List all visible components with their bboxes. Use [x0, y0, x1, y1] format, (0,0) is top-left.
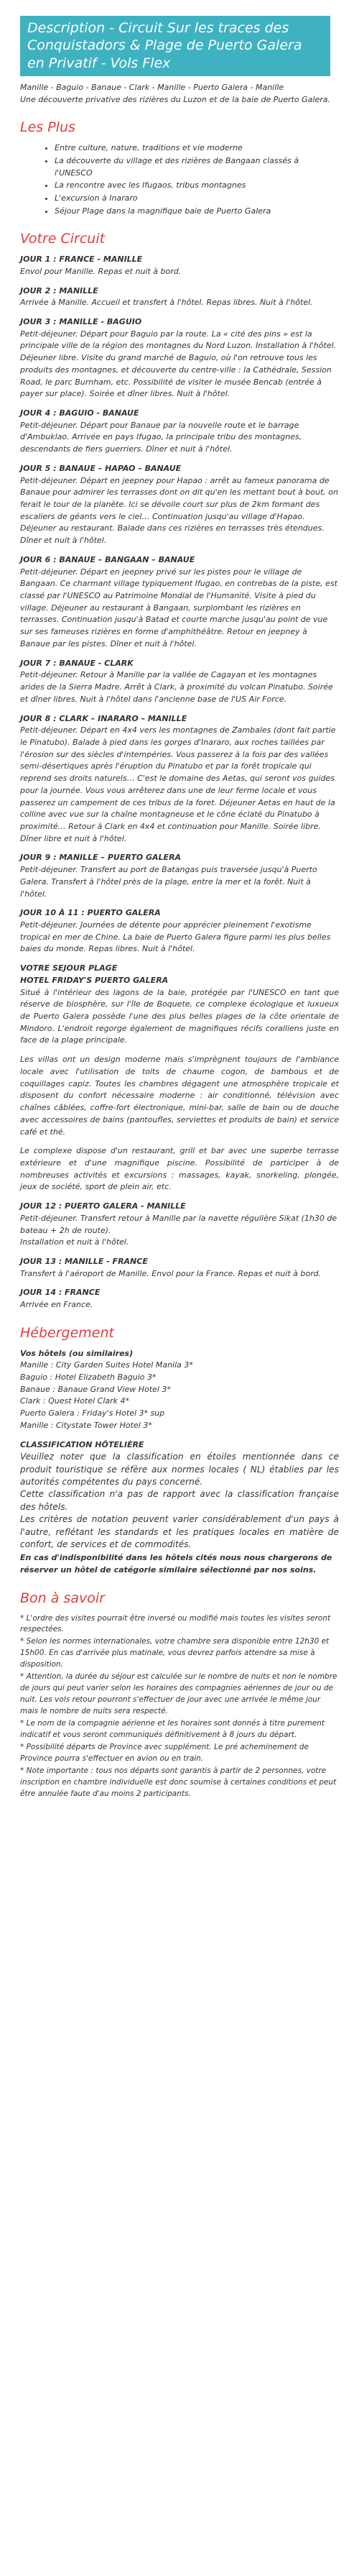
- day-title: JOUR 1 : FRANCE - MANILLE: [20, 255, 143, 265]
- day-title: JOUR 6 : BANAUE – BANGAAN – BANAUE: [20, 554, 195, 564]
- classification-text: Les critères de notation peuvent varier considérablement d'un pays à l'autre, reflétant les standards et les pratiques locales en matière de confort, de services et de commodités.: [20, 1514, 339, 1550]
- day-text: Petit-déjeuner. Retour à Manille par la vallée de Cagayan et les montagnes arides de la Sierra Madre. Arrêt à Clark, à proximité du volcan Pinatubo. Soirée et dîner libres. Nuit à l'hôtel dans l'ancienne base de l'US Air Force.: [20, 670, 333, 704]
- note-item: * L'ordre des visites pourrait être inversé ou modifié mais toutes les visites seront respectées.: [20, 1613, 331, 1634]
- day-title: JOUR 9 : MANILLE – PUERTO GALERA: [20, 853, 182, 863]
- section-heading-circuit: Votre Circuit: [20, 231, 106, 247]
- day-text: Arrivée à Manille. Accueil et transfert à l'hôtel. Repas libres. Nuit à l'hôtel.: [20, 298, 313, 308]
- hotel-item: Manille : Citystate Tower Hotel 3*: [20, 1420, 152, 1430]
- subtitle: [20, 82, 339, 106]
- day-block: [20, 554, 339, 651]
- plus-list: [20, 142, 339, 217]
- day-text: Petit-déjeuner. Journées de détente pour apprécier pleinement l'exotisme tropical en mer de Chine. La baie de Puerto Galera figure parmi les plus belles baies du monde. Repas libres. Nuit à l'hôtel.: [20, 920, 331, 954]
- plus-item: • La découverte du village et des rizières de Bangaan classés à l'UNESCO: [55, 155, 339, 179]
- stay-hotel-name: HOTEL FRIDAY'S PUERTO GALERA: [20, 975, 169, 985]
- day-block: [20, 907, 339, 955]
- stay-paragraph: Les villas ont un design moderne mais s'imprègnent toujours de l'ambiance locale avec l'utilisation de toits de chaume cogon, de bambous et de coquillages capiz. Toutes les chambres dégagent une atmosphère tropicale et disposent du confort nécessaire moderne : air conditionné, télévision avec chaînes câblées, coffre-fort électronique, mini-bar, salle de bain ou de douche avec accessoires de bains (pantoufles, serviettes et produits de bain) et service café et thé.: [20, 1055, 339, 1137]
- classification-text: Cette classification n'a pas de rapport avec la classification française des hôtels.: [20, 1489, 339, 1512]
- day-text: Petit-déjeuner. Départ en jeepney pour Hapao : arrêt au fameux panorama de Banaue pour admirer les terrasses dont on dit qu'en les mettant bout à bout, on ferait le tour de la planète. Ici se dévoile court sur plus de 2km formant des escaliers de géants vers le ciel… Continuation jusqu'au village d'Hapao. Déjeuner au restaurant. Balade dans ces rizières en terrasses très étendues. Dîner et nuit à l'hôtel.: [20, 475, 338, 546]
- hotel-item: Clark : Quest Hotel Clark 4*: [20, 1396, 130, 1406]
- plus-item: • Entre culture, nature, traditions et vie moderne: [55, 142, 339, 155]
- hotel-item: Baguio : Hotel Elizabeth Baguio 3*: [20, 1372, 157, 1382]
- section-heading-plus: Les Plus: [20, 119, 75, 136]
- itinerary-end: [20, 1201, 339, 1311]
- day-text: Arrivée en France.: [20, 1300, 93, 1310]
- day-block: [20, 408, 339, 456]
- day-title: JOUR 3 : MANILLE - BAGUIO: [20, 316, 142, 326]
- day-title: JOUR 5 : BANAUE – HAPAO – BANAUE: [20, 463, 182, 473]
- plus-item: • Séjour Plage dans la magnifique baie de Puerto Galera: [55, 206, 339, 218]
- note-item: * Le nom de la compagnie aérienne et les horaires sont donnés à titre purement indicatif et vous seront communiqués définitivement à 8 jours du départ.: [20, 1719, 325, 1740]
- note-item: * Selon les normes internationales, votre chambre sera disponible entre 12h30 et 15h00. En cas d'arrivée plus matinale, vous devrez parfois attendre sa mise à disposition.: [20, 1637, 330, 1669]
- classification-title: CLASSIFICATION HÔTELIÈRE: [20, 1439, 144, 1449]
- day-title: JOUR 2 : MANILLE: [20, 285, 98, 295]
- day-text: Petit-déjeuner. Transfert au port de Batangas puis traversée jusqu'à Puerto Galera. Transfert à l'hôtel près de la plage, entre la mer et la forêt. Nuit à l'hôtel.: [20, 865, 317, 899]
- note-item: * Note importante : tous nos départs sont garantis à partir de 2 personnes, votre inscription en chambre individuelle est donc soumise à certaines conditions et peut être annulée faute d'au moins 2 participants.: [20, 1766, 337, 1798]
- stay-title: VOTRE SEJOUR PLAGE: [20, 963, 118, 973]
- section-heading-hebergement: Hébergement: [20, 1324, 114, 1341]
- section-heading-bonasavoir: Bon à savoir: [20, 1590, 105, 1606]
- day-title: JOUR 14 : FRANCE: [20, 1288, 101, 1298]
- hotel-list: [20, 1360, 339, 1431]
- day-block: [20, 713, 339, 845]
- subtitle-route: Manille - Baguio - Banaue - Clark - Manille - Puerto Galera - Manille: [20, 82, 284, 92]
- notes-list: [20, 1613, 339, 1800]
- day-block: [20, 463, 339, 547]
- day-block: [20, 1201, 339, 1249]
- note-item: * Attention, la durée du séjour est calculée sur le nombre de nuits et non le nombre de jours qui peut varier selon les horaires des compagnies aériennes de jour ou de nuit. Les vols retour pourront s'effectuer de jour avec une arrivée le même jour mais le nombre de nuits sera respecté.: [20, 1672, 337, 1716]
- day-text: Petit-déjeuner. Départ en 4x4 vers les montagnes de Zambales (dont fait partie le Pinatubo). Balade à pied dans les gorges d'Inararo, aux roches taillées par l'érosion sur des siècles d'intempéries. Vous passerez à la fois par des vallées semi-désertiques après l'éruption du Pinatubo et par la forêt tropicale qui reprend ses droits naturels… C'est le domaine des Aetas, qui seront vos guides pour la journée. Vous vous arrêterez dans une de leur ferme locale et vous passerez un campement de ces tribus de la foret. Déjeuner Aetas en haut de la colline avec vue sur la chaîne montagneuse et le cône éclaté du Pinatubo à proximité… Retour à Clark en 4x4 et continuation pour Manille. Soirée libre. Dîner libre et nuit à l'hôtel.: [20, 725, 336, 843]
- day-block: [20, 254, 339, 278]
- stay-block: [20, 963, 339, 1193]
- hotels-block: [20, 1348, 339, 1432]
- classification-text: Veuillez noter que la classification en étoiles mentionnée dans ce produit touristique se réfère aux normes locales ( NL) établies par les autorités compétentes du pays concerné.: [20, 1452, 339, 1488]
- day-text: Petit-déjeuner. Départ pour Banaue par la nouvelle route et le barrage d'Ambuklao. Arrivée en pays Ifugao, la principale tribu des montagnes, descendants de fiers guerriers. Dîner et nuit à l'hôtel.: [20, 420, 302, 454]
- classification-block: [20, 1439, 339, 1577]
- subtitle-summary: Une découverte privative des rizières du Luzon et de la baie de Puerto Galera.: [20, 94, 331, 104]
- day-block: [20, 852, 339, 900]
- plus-item: • L'excursion à Inararo: [55, 193, 339, 205]
- note-item: * Possibilité départs de Province avec supplément. Le pré acheminement de Province pourra s'effectuer en avion ou en train.: [20, 1743, 309, 1763]
- classification-availability: En cas d'indisponibilité dans les hôtels cités nous nous chargerons de réserver un hôtel de catégorie similaire sélectionné par nos soins.: [20, 1553, 332, 1575]
- day-text: Envol pour Manille. Repas et nuit à bord.: [20, 266, 182, 276]
- plus-item: • La rencontre avec les Ifugaos, tribus montagnes: [55, 180, 339, 192]
- day-title: JOUR 10 À 11 : PUERTO GALERA: [20, 908, 161, 918]
- day-text: Petit-déjeuner. Transfert retour à Manille par la navette régulière Sikat (1h30 de bateau + 2h de route). Installation et nuit à l'hôtel.: [20, 1213, 337, 1247]
- day-title: JOUR 13 : MANILLE - FRANCE: [20, 1256, 148, 1266]
- stay-paragraph: Le complexe dispose d'un restaurant, grill et bar avec une superbe terrasse extérieure et d'une magnifique piscine. Possibilité de participer à de nombreuses activités et excursions : massages, kayak, snorkeling, plongée, jeux de société, sport de plein air, etc.: [20, 1146, 339, 1192]
- day-block: [20, 316, 339, 400]
- day-text: Transfert à l'aéroport de Manille. Envol pour la France. Repas et nuit à bord.: [20, 1268, 322, 1278]
- itinerary: [20, 254, 339, 955]
- day-text: Petit-déjeuner. Départ pour Baguio par la route. La « cité des pins » est la principale ville de la région des montagnes du Nord Luzon. Installation à l'hôtel. Déjeuner libre. Visite du grand marché de Baguio, où l'on retrouve tous les produits des montagnes, et découverte du centre-ville : la Cathédrale, Session Road, le parc Burnham, etc. Possibilité de visiter le musée Bencab (entrée à payer sur place). Soirée et dîner libres. Nuit à l'hôtel.: [20, 329, 337, 399]
- day-text: Petit-déjeuner. Départ en jeepney privé sur les pistes pour le village de Bangaan. Ce charmant village typiquement Ifugao, en contrebas de la piste, est classé par l'UNESCO au Patrimoine Mondial de l'Humanité. Visite à pied du village. Déjeuner au restaurant à Bangaan, surplombant les rizières en terrasses. Continuation jusqu'à Batad et courte marche jusqu'au point de vue sur ses fameuses rizières en forme d'amphithéâtre. Retour en jeepney à Banaue par les pistes. Dîner et nuit à l'hôtel.: [20, 567, 337, 648]
- day-title: JOUR 8 : CLARK – INARARO – MANILLE: [20, 713, 187, 723]
- day-block: [20, 285, 339, 309]
- hotels-title: Vos hôtels (ou similaires): [20, 1348, 134, 1358]
- stay-paragraph: Situé à l'intérieur des lagons de la baie, protégée par l'UNESCO en tant que réserve de biosphère, sur l'île de Boquete, ce complexe écologique et luxueux de Puerto Galera possède l'une des plus belles plages de la côte orientale de Mindoro. L'endroit regorge également de magnifiques récifs coralliens juste en face de la plage principale.: [20, 987, 339, 1045]
- day-title: JOUR 12 : PUERTO GALERA - MANILLE: [20, 1201, 186, 1211]
- hotel-item: Manille : City Garden Suites Hotel Manila 3*: [20, 1360, 193, 1370]
- hotel-item: Puerto Galera : Friday's Hotel 3* sup: [20, 1408, 165, 1418]
- day-block: [20, 658, 339, 706]
- day-title: JOUR 7 : BANAUE - CLARK: [20, 658, 134, 668]
- hotel-item: Banaue : Banaue Grand View Hotel 3*: [20, 1384, 171, 1394]
- day-title: JOUR 4 : BAGUIO - BANAUE: [20, 408, 139, 418]
- page-title: Description - Circuit Sur les traces des Conquistadors & Plage de Puerto Galera en Privatif - Vols Flex: [20, 16, 330, 76]
- day-block: [20, 1256, 339, 1280]
- day-block: [20, 1287, 339, 1311]
